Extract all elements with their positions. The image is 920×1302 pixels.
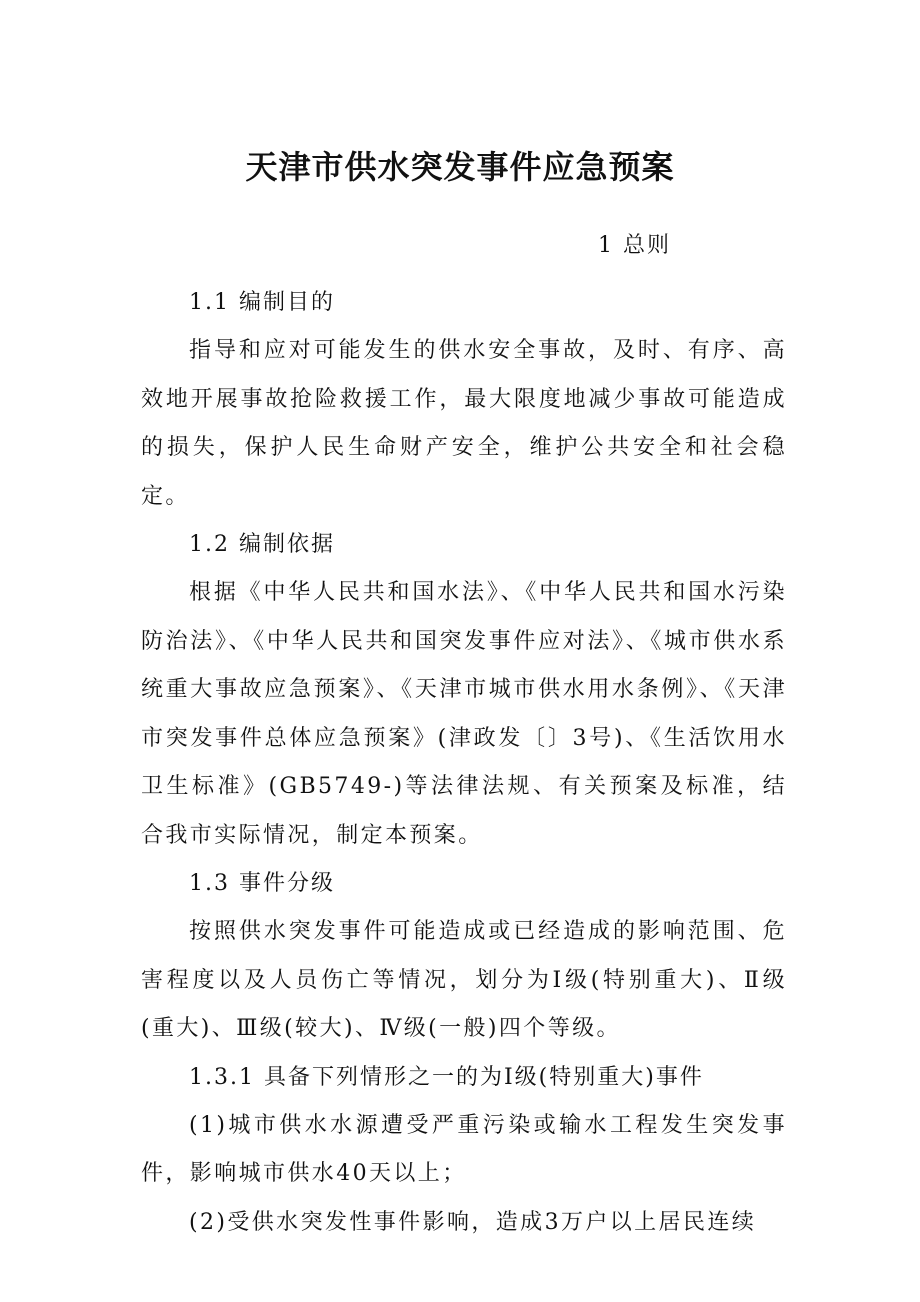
section-heading-1-2: 1.2 编制依据 — [189, 532, 335, 557]
section-heading-1-1: 1.1 编制目的 — [189, 290, 335, 315]
list-item-1: (1)城市供水水源遭受严重污染或输水工程发生突发事件，影响城市供水40天以上； — [141, 1112, 787, 1186]
section-heading-1-3: 1.3 事件分级 — [189, 871, 335, 896]
list-item-2: (2)受供水突发性事件影响，造成3万户以上居民连续 — [189, 1209, 757, 1235]
section-heading-1-3-1: 1.3.1 具备下列情形之一的为Ⅰ级(特别重大)事件 — [189, 1064, 704, 1090]
document-title: 天津市供水突发事件应急预案 — [245, 148, 675, 186]
chapter-heading: 1 总则 — [598, 233, 671, 258]
paragraph-basis: 根据《中华人民共和国水法》、《中华人民共和国水污染防治法》、《中华人民共和国突发事件应对法》、《城市供水系统重大事故应急预案》、《天津市城市供水用水条例》、《天津市突发事件总体应急预案》(津政发〔〕3号)、《生活饮用水卫生标准》(GB5749-)等法律法规、有关预案及标准，结合我市实际情况，制定本预案。 — [141, 580, 787, 848]
document-body — [141, 279, 787, 1247]
paragraph-purpose: 指导和应对可能发生的供水安全事故，及时、有序、高效地开展事故抢险救援工作，最大限度地减少事故可能造成的损失，保护人民生命财产安全，维护公共安全和社会稳定。 — [141, 338, 787, 509]
paragraph-classification: 按照供水突发事件可能造成或已经造成的影响范围、危害程度以及人员伤亡等情况，划分为Ⅰ级(特别重大)、Ⅱ级(重大)、Ⅲ级(较大)、Ⅳ级(一般)四个等级。 — [141, 919, 787, 1041]
